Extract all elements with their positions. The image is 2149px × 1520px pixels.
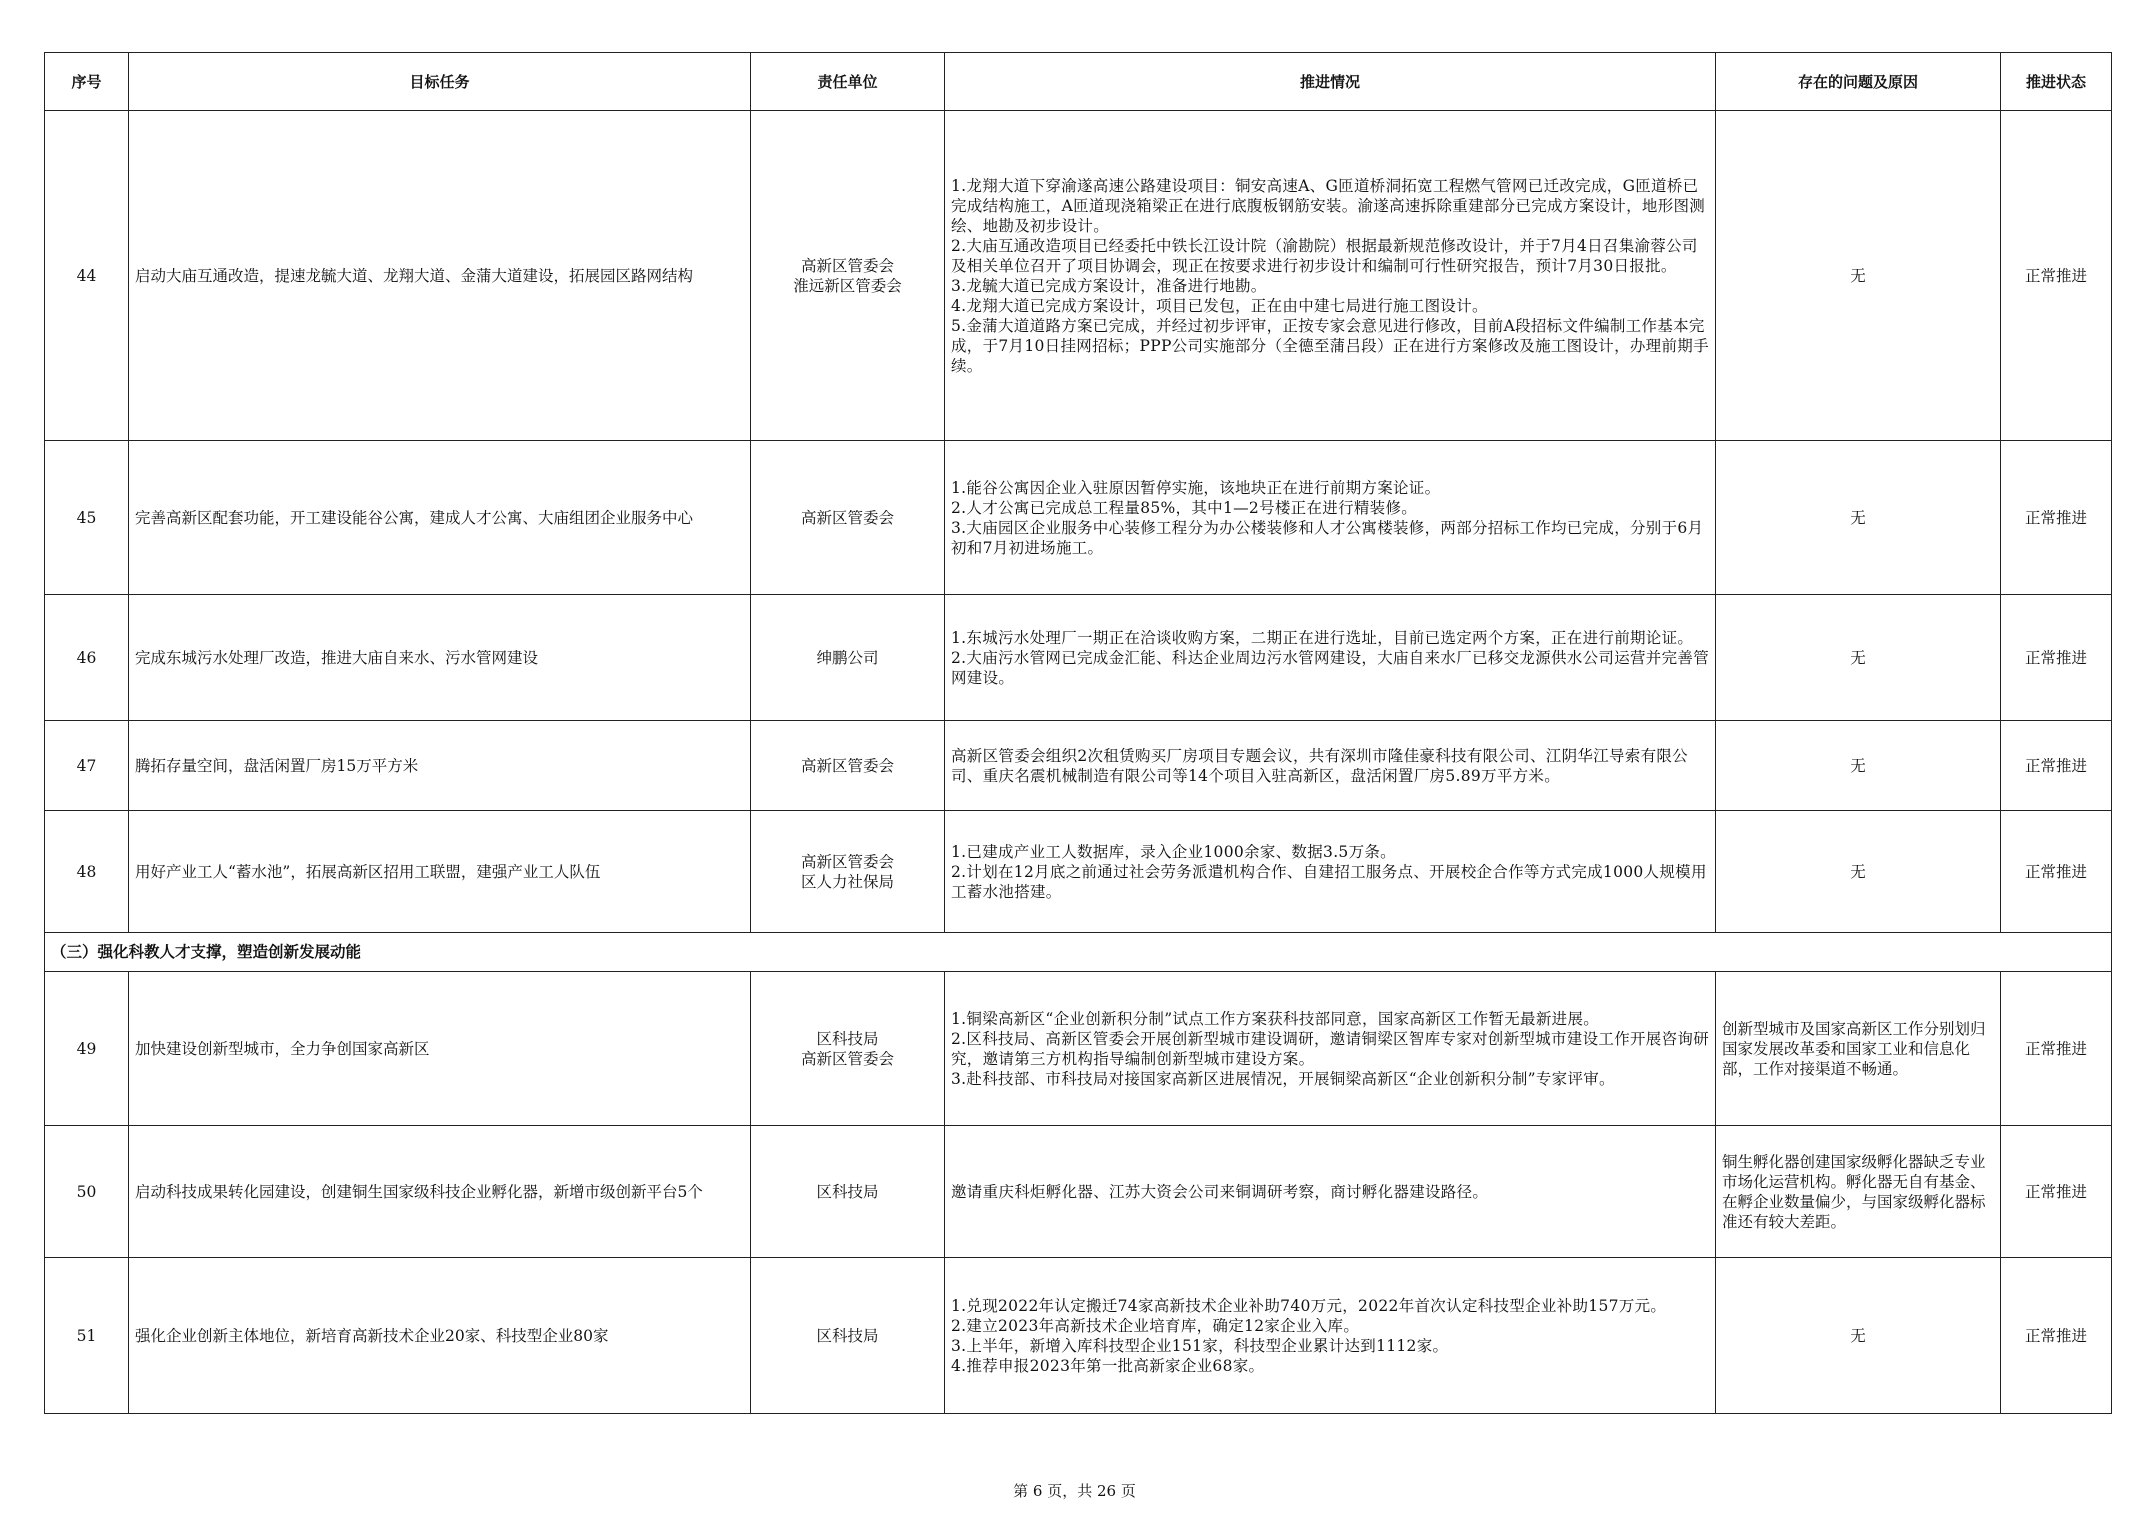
progress-item: 1.东城污水处理厂一期正在洽谈收购方案，二期正在进行选址，目前已选定两个方案，正在进行前期论证。: [951, 628, 1694, 647]
progress-item: 1.能谷公寓因企业入驻原因暂停实施，该地块正在进行前期方案论证。: [951, 478, 1441, 497]
row-issues: 无: [1716, 441, 2001, 595]
row-number: 51: [45, 1258, 129, 1414]
row-status: 正常推进: [2001, 595, 2112, 721]
row-issues: 创新型城市及国家高新区工作分别划归国家发展改革委和国家工业和信息化部，工作对接渠道不畅通。: [1716, 972, 2001, 1126]
progress-item: 1.龙翔大道下穿渝遂高速公路建设项目：铜安高速A、G匝道桥洞拓宽工程燃气管网已迁改完成，G匝道桥已完成结构施工，A匝道现浇箱梁正在进行底腹板钢筋安装。渝遂高速拆除重建部分已完成方案设计，地形图测绘、地勘及初步设计。: [951, 176, 1706, 235]
header-issues: 存在的问题及原因: [1716, 53, 2001, 111]
row-number: 49: [45, 972, 129, 1126]
unit-line: 区科技局: [816, 1182, 879, 1201]
unit-line: 高新区管委会: [800, 256, 894, 275]
row-unit: [751, 1258, 945, 1414]
table-row: [45, 1258, 2112, 1414]
header-status: 推进状态: [2001, 53, 2112, 111]
header-seq: 序号: [45, 53, 129, 111]
row-issues: 无: [1716, 1258, 2001, 1414]
row-progress: [945, 111, 1716, 441]
row-status: 正常推进: [2001, 972, 2112, 1126]
table-row: [45, 972, 2112, 1126]
progress-item: 2.区科技局、高新区管委会开展创新型城市建设调研，邀请铜梁区智库专家对创新型城市建设工作开展咨询研究，邀请第三方机构指导编制创新型城市建设方案。: [951, 1029, 1709, 1068]
row-unit: [751, 811, 945, 933]
unit-line: 高新区管委会: [800, 1049, 894, 1068]
row-number: 45: [45, 441, 129, 595]
row-progress: [945, 811, 1716, 933]
row-status: 正常推进: [2001, 1126, 2112, 1258]
row-number: 44: [45, 111, 129, 441]
row-status: 正常推进: [2001, 811, 2112, 933]
section-row: [45, 933, 2112, 972]
row-unit: [751, 972, 945, 1126]
unit-line: 绅鹏公司: [816, 648, 879, 667]
row-issues: 铜生孵化器创建国家级孵化器缺乏专业市场化运营机构。孵化器无自有基金、在孵企业数量偏少，与国家级孵化器标准还有较大差距。: [1716, 1126, 2001, 1258]
table-row: [45, 1126, 2112, 1258]
progress-item: 5.金蒲大道道路方案已完成，并经过初步评审，正按专家会意见进行修改，目前A段招标文件编制工作基本完成，于7月10日挂网招标；PPP公司实施部分（全德至蒲吕段）正在进行方案修改及施工图设计，办理前期手续。: [951, 316, 1709, 375]
row-progress: [945, 441, 1716, 595]
row-progress: [945, 1258, 1716, 1414]
row-progress: [945, 721, 1716, 811]
progress-item: 1.已建成产业工人数据库，录入企业1000余家、数据3.5万条。: [951, 842, 1396, 861]
row-issues: 无: [1716, 111, 2001, 441]
row-status: 正常推进: [2001, 111, 2112, 441]
progress-item: 4.推荐申报2023年第一批高新家企业68家。: [951, 1356, 1265, 1375]
row-issues: 无: [1716, 595, 2001, 721]
progress-item: 3.赴科技部、市科技局对接国家高新区进展情况，开展铜梁高新区“企业创新积分制”专家评审。: [951, 1069, 1615, 1088]
progress-item: 2.人才公寓已完成总工程量85%，其中1—2号楼正在进行精装修。: [951, 498, 1418, 517]
row-task: 强化企业创新主体地位，新培育高新技术企业20家、科技型企业80家: [129, 1258, 751, 1414]
row-unit: [751, 111, 945, 441]
progress-item: 2.建立2023年高新技术企业培育库，确定12家企业入库。: [951, 1316, 1360, 1335]
unit-line: 区科技局: [816, 1029, 879, 1048]
row-unit: [751, 721, 945, 811]
progress-item: 1.兑现2022年认定搬迁74家高新技术企业补助740万元，2022年首次认定科技型企业补助157万元。: [951, 1296, 1667, 1315]
row-progress: [945, 972, 1716, 1126]
progress-item: 3.龙毓大道已完成方案设计，准备进行地勘。: [951, 276, 1267, 295]
row-task: 加快建设创新型城市，全力争创国家高新区: [129, 972, 751, 1126]
progress-item: 邀请重庆科炬孵化器、江苏大资会公司来铜调研考察，商讨孵化器建设路径。: [951, 1182, 1489, 1201]
table-row: [45, 721, 2112, 811]
progress-item: 2.大庙互通改造项目已经委托中铁长江设计院（渝勘院）根据最新规范修改设计，并于7月4日召集渝蓉公司及相关单位召开了项目协调会，现正在按要求进行初步设计和编制可行性研究报告，预计7月30日报批。: [951, 236, 1698, 275]
row-number: 47: [45, 721, 129, 811]
row-task: 启动科技成果转化园建设，创建铜生国家级科技企业孵化器，新增市级创新平台5个: [129, 1126, 751, 1258]
progress-item: 2.大庙污水管网已完成金汇能、科达企业周边污水管网建设，大庙自来水厂已移交龙源供水公司运营并完善管网建设。: [951, 648, 1709, 687]
row-issues: 无: [1716, 811, 2001, 933]
table-row: [45, 111, 2112, 441]
progress-item: 3.大庙园区企业服务中心装修工程分为办公楼装修和人才公寓楼装修，两部分招标工作均已完成，分别于6月初和7月初进场施工。: [951, 518, 1704, 557]
header-task: 目标任务: [129, 53, 751, 111]
progress-item: 1.铜梁高新区“企业创新积分制”试点工作方案获科技部同意，国家高新区工作暂无最新进展。: [951, 1009, 1600, 1028]
unit-line: 高新区管委会: [800, 852, 894, 871]
row-task: 启动大庙互通改造，提速龙毓大道、龙翔大道、金蒲大道建设，拓展园区路网结构: [129, 111, 751, 441]
row-task: 完善高新区配套功能，开工建设能谷公寓，建成人才公寓、大庙组团企业服务中心: [129, 441, 751, 595]
row-number: 46: [45, 595, 129, 721]
table-header-row: [45, 53, 2112, 111]
header-unit: 责任单位: [751, 53, 945, 111]
unit-line: 淮远新区管委会: [793, 276, 902, 295]
table-row: [45, 441, 2112, 595]
row-progress: [945, 1126, 1716, 1258]
row-status: 正常推进: [2001, 441, 2112, 595]
row-unit: [751, 441, 945, 595]
unit-line: 高新区管委会: [800, 756, 894, 775]
row-task: 腾拓存量空间，盘活闲置厂房15万平方米: [129, 721, 751, 811]
row-number: 48: [45, 811, 129, 933]
row-progress: [945, 595, 1716, 721]
progress-item: 高新区管委会组织2次租赁购买厂房项目专题会议，共有深圳市隆佳豪科技有限公司、江阴华江导索有限公司、重庆名震机械制造有限公司等14个项目入驻高新区，盘活闲置厂房5.89万平方米。: [951, 746, 1688, 785]
unit-line: 区人力社保局: [800, 872, 894, 891]
progress-table: [44, 52, 2112, 1414]
row-status: 正常推进: [2001, 1258, 2112, 1414]
progress-item: 4.龙翔大道已完成方案设计，项目已发包，正在由中建七局进行施工图设计。: [951, 296, 1488, 315]
row-task: 完成东城污水处理厂改造，推进大庙自来水、污水管网建设: [129, 595, 751, 721]
row-task: 用好产业工人“蓄水池”，拓展高新区招用工联盟，建强产业工人队伍: [129, 811, 751, 933]
progress-item: 3.上半年，新增入库科技型企业151家，科技型企业累计达到1112家。: [951, 1336, 1449, 1355]
row-issues: 无: [1716, 721, 2001, 811]
unit-line: 高新区管委会: [800, 508, 894, 527]
table-row: [45, 595, 2112, 721]
row-unit: [751, 1126, 945, 1258]
header-progress: 推进情况: [945, 53, 1716, 111]
row-status: 正常推进: [2001, 721, 2112, 811]
table-row: [45, 811, 2112, 933]
unit-line: 区科技局: [816, 1326, 879, 1345]
section-title: （三）强化科教人才支撑，塑造创新发展动能: [45, 933, 2112, 972]
row-number: 50: [45, 1126, 129, 1258]
row-unit: [751, 595, 945, 721]
page-footer: 第 6 页，共 26 页: [1013, 1482, 1136, 1500]
progress-item: 2.计划在12月底之前通过社会劳务派遣机构合作、自建招工服务点、开展校企合作等方式完成1000人规模用工蓄水池搭建。: [951, 862, 1707, 901]
